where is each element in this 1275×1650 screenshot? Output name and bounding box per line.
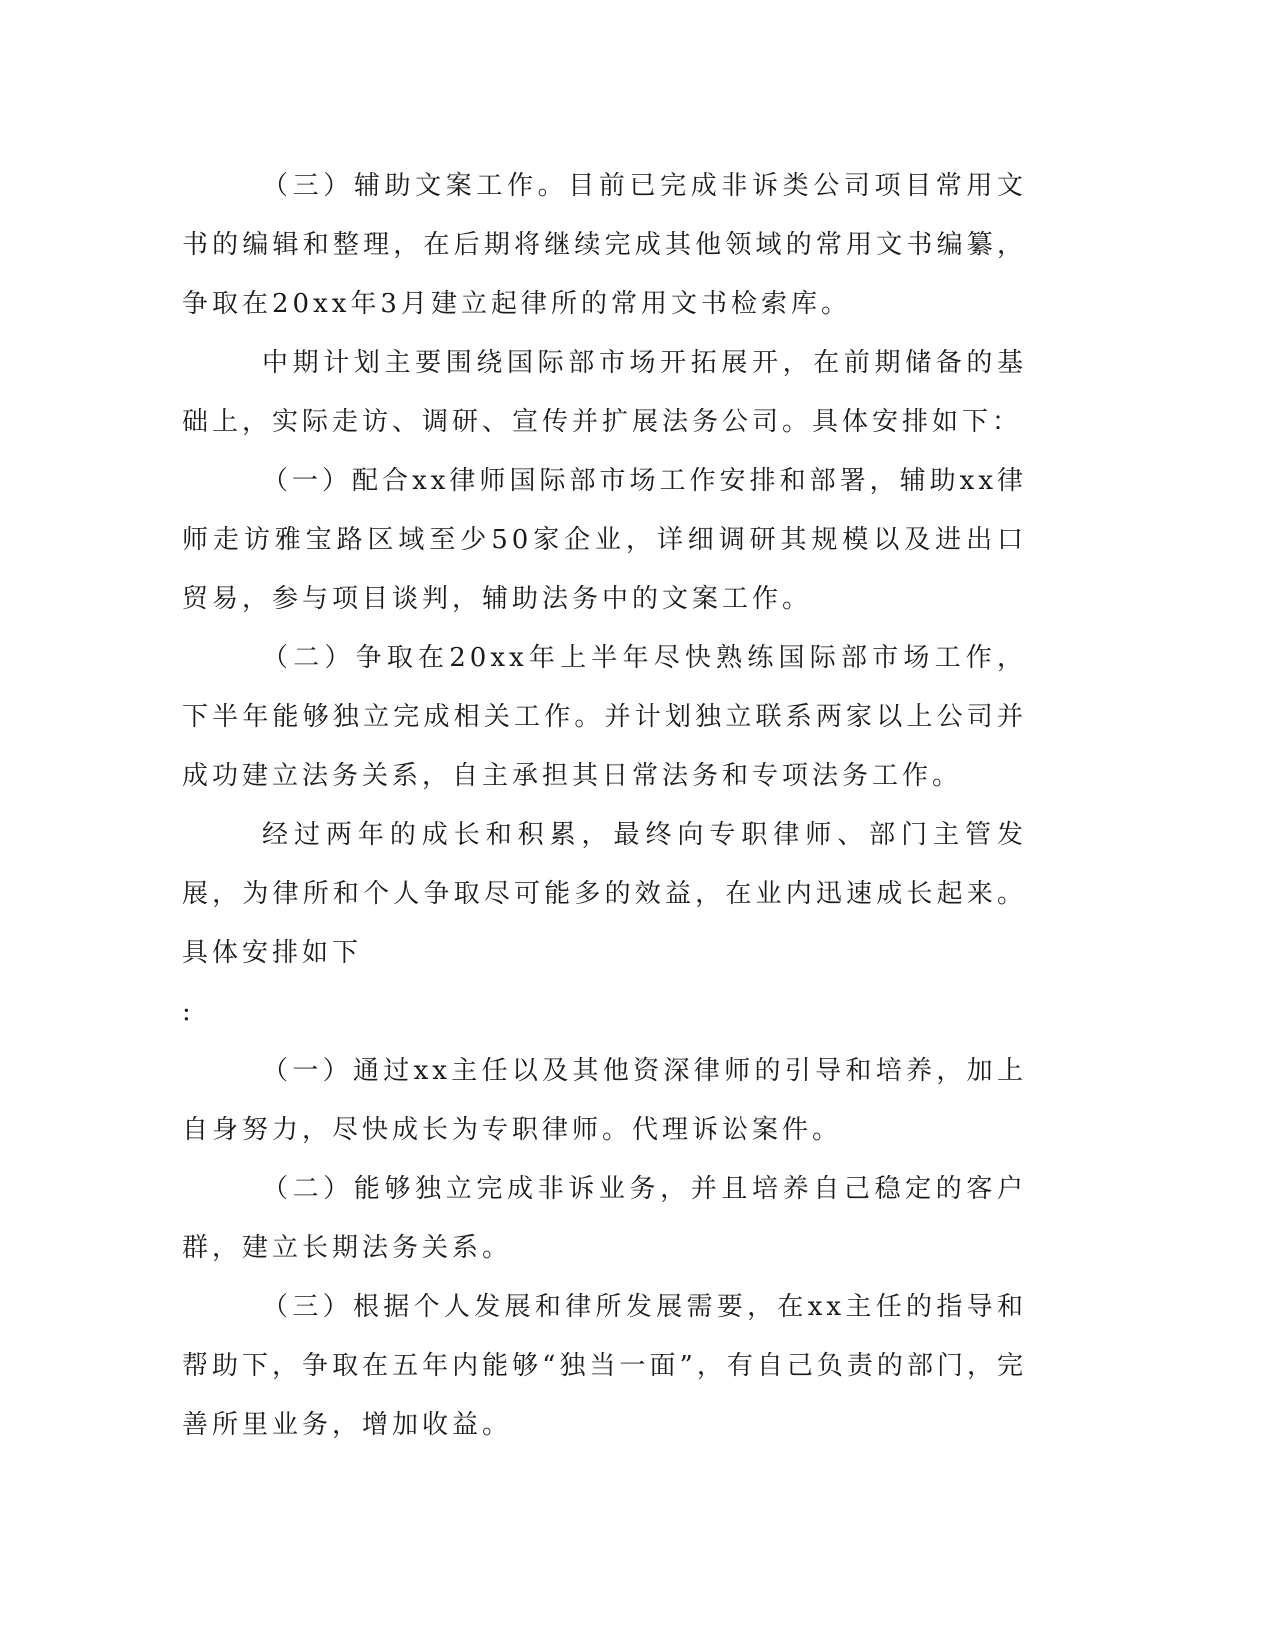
document-body — [182, 157, 1027, 1455]
paragraph-5: 经过两年的成长和积累，最终向专职律师、部门主管发展，为律所和个人争取尽可能多的效益，在业内迅速成长起来。具体安排如下 — [182, 820, 1027, 968]
paragraph-5-continuation: : — [182, 997, 195, 1027]
paragraph-6: （一）通过xx主任以及其他资深律师的引导和培养，加上自身努力，尽快成长为专职律师。代理诉讼案件。 — [182, 1056, 1027, 1145]
paragraph-8: （三）根据个人发展和律所发展需要，在xx主任的指导和帮助下，争取在五年内能够“独当一面”，有自己负责的部门，完善所里业务，增加收益。 — [182, 1292, 1027, 1440]
paragraph-4: （二）争取在20xx年上半年尽快熟练国际部市场工作，下半年能够独立完成相关工作。并计划独立联系两家以上公司并成功建立法务关系，自主承担其日常法务和专项法务工作。 — [182, 643, 1027, 791]
paragraph-1: （三）辅助文案工作。目前已完成非诉类公司项目常用文书的编辑和整理，在后期将继续完成其他领域的常用文书编纂，争取在20xx年3月建立起律所的常用文书检索库。 — [182, 171, 1027, 319]
paragraph-2: 中期计划主要围绕国际部市场开拓展开，在前期储备的基础上，实际走访、调研、宣传并扩展法务公司。具体安排如下： — [182, 348, 1027, 437]
paragraph-7: （二）能够独立完成非诉业务，并且培养自己稳定的客户群，建立长期法务关系。 — [182, 1174, 1027, 1263]
paragraph-3: （一）配合xx律师国际部市场工作安排和部署，辅助xx律师走访雅宝路区域至少50家企业，详细调研其规模以及进出口贸易，参与项目谈判，辅助法务中的文案工作。 — [182, 466, 1027, 614]
